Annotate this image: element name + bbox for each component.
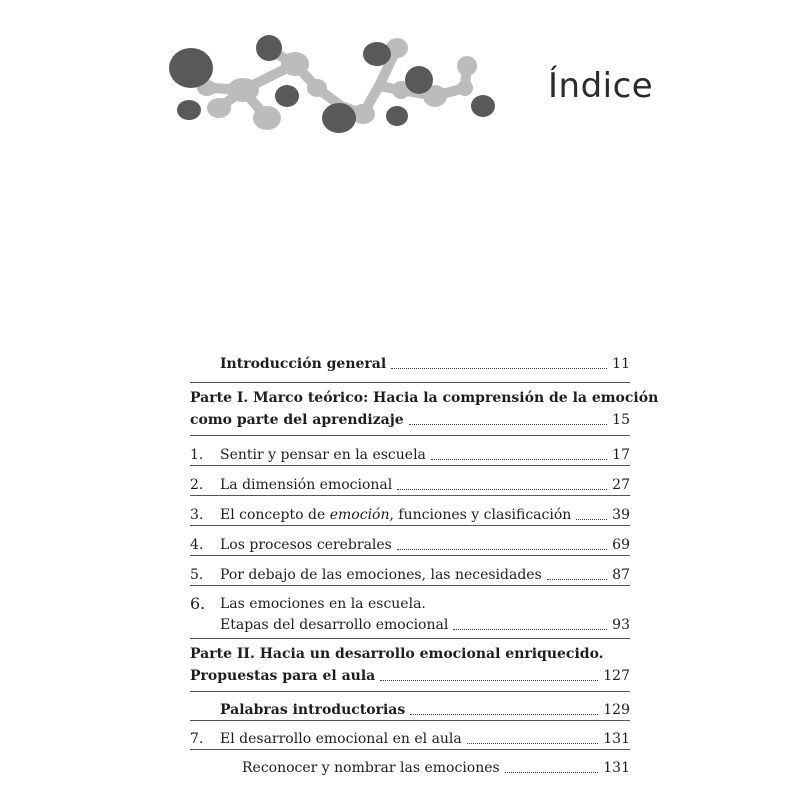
dot-leader — [397, 549, 607, 550]
toc-label: El desarrollo emocional en el aula — [220, 731, 462, 747]
dot-leader — [505, 772, 599, 773]
toc-page: 17 — [612, 447, 630, 463]
toc-page: 11 — [612, 356, 630, 372]
toc-entry-ch6[interactable] — [190, 586, 630, 638]
toc-label-part: , funciones y clasificación — [389, 507, 572, 523]
toc-label: Parte II. Hacia un desarrollo emocional enriquecido. — [190, 646, 604, 662]
toc-label: Los procesos cerebrales — [220, 537, 392, 553]
toc-label-cont: Etapas del desarrollo emocional — [220, 617, 449, 633]
chapter-number: 4. — [190, 537, 204, 553]
toc-label: La dimensión emocional — [220, 477, 393, 493]
dot-leader — [410, 714, 598, 715]
toc-label-cont: Propuestas para el aula — [190, 668, 376, 684]
dot-leader — [576, 519, 607, 520]
page-title: Índice — [548, 66, 654, 106]
toc-label-emphasis: emoción — [329, 507, 390, 523]
chapter-number: 6. — [190, 594, 206, 613]
dot-leader — [467, 743, 599, 744]
toc-entry-ch4[interactable] — [190, 526, 630, 555]
dot-leader — [431, 459, 607, 460]
toc-page: 39 — [612, 507, 630, 523]
toc-page: 15 — [612, 412, 630, 428]
toc-entry-sub-7-1[interactable] — [190, 750, 630, 778]
dot-leader — [409, 424, 607, 425]
dot-leader — [380, 680, 598, 681]
toc-entry-words[interactable] — [190, 692, 630, 720]
toc-entry-intro[interactable] — [190, 355, 630, 382]
toc-label: Reconocer y nombrar las emociones — [242, 760, 500, 776]
toc-page: 131 — [603, 731, 630, 747]
toc-label: Por debajo de las emociones, las necesidades — [220, 567, 542, 583]
chapter-number: 2. — [190, 477, 204, 493]
toc-label: Las emociones en la escuela. — [220, 596, 426, 612]
toc-entry-ch7[interactable] — [190, 721, 630, 749]
dot-leader — [397, 489, 607, 490]
chapter-number: 7. — [190, 731, 204, 747]
chapter-number: 1. — [190, 447, 204, 463]
dot-leader — [453, 629, 607, 630]
toc-label-cont: como parte del aprendizaje — [190, 412, 404, 428]
toc-page: 93 — [612, 617, 630, 633]
molecule-network-icon — [165, 30, 505, 140]
toc-page: 131 — [603, 760, 630, 776]
toc-entry-ch3[interactable] — [190, 496, 630, 525]
toc-label: Parte I. Marco teórico: Hacia la comprensión de la emoción — [190, 390, 659, 406]
dot-leader — [391, 368, 607, 369]
toc-page: 69 — [612, 537, 630, 553]
toc-entry-part2[interactable] — [190, 639, 630, 691]
toc-label: Palabras introductorias — [220, 702, 406, 718]
toc-page: 27 — [612, 477, 630, 493]
toc-entry-ch2[interactable] — [190, 466, 630, 495]
toc-page: 129 — [603, 702, 630, 718]
toc-entry-part1[interactable] — [190, 383, 659, 435]
toc-label-part: El concepto de — [220, 507, 330, 523]
toc-page: 127 — [603, 668, 630, 684]
toc-label: Sentir y pensar en la escuela — [220, 447, 426, 463]
toc-label — [220, 506, 571, 524]
toc-entry-ch5[interactable] — [190, 556, 630, 585]
chapter-number: 5. — [190, 567, 204, 583]
table-of-contents — [190, 355, 659, 778]
dot-leader — [547, 579, 607, 580]
toc-entry-ch1[interactable] — [190, 436, 630, 465]
toc-page: 87 — [612, 567, 630, 583]
chapter-number: 3. — [190, 507, 204, 523]
toc-label: Introducción general — [220, 356, 387, 372]
